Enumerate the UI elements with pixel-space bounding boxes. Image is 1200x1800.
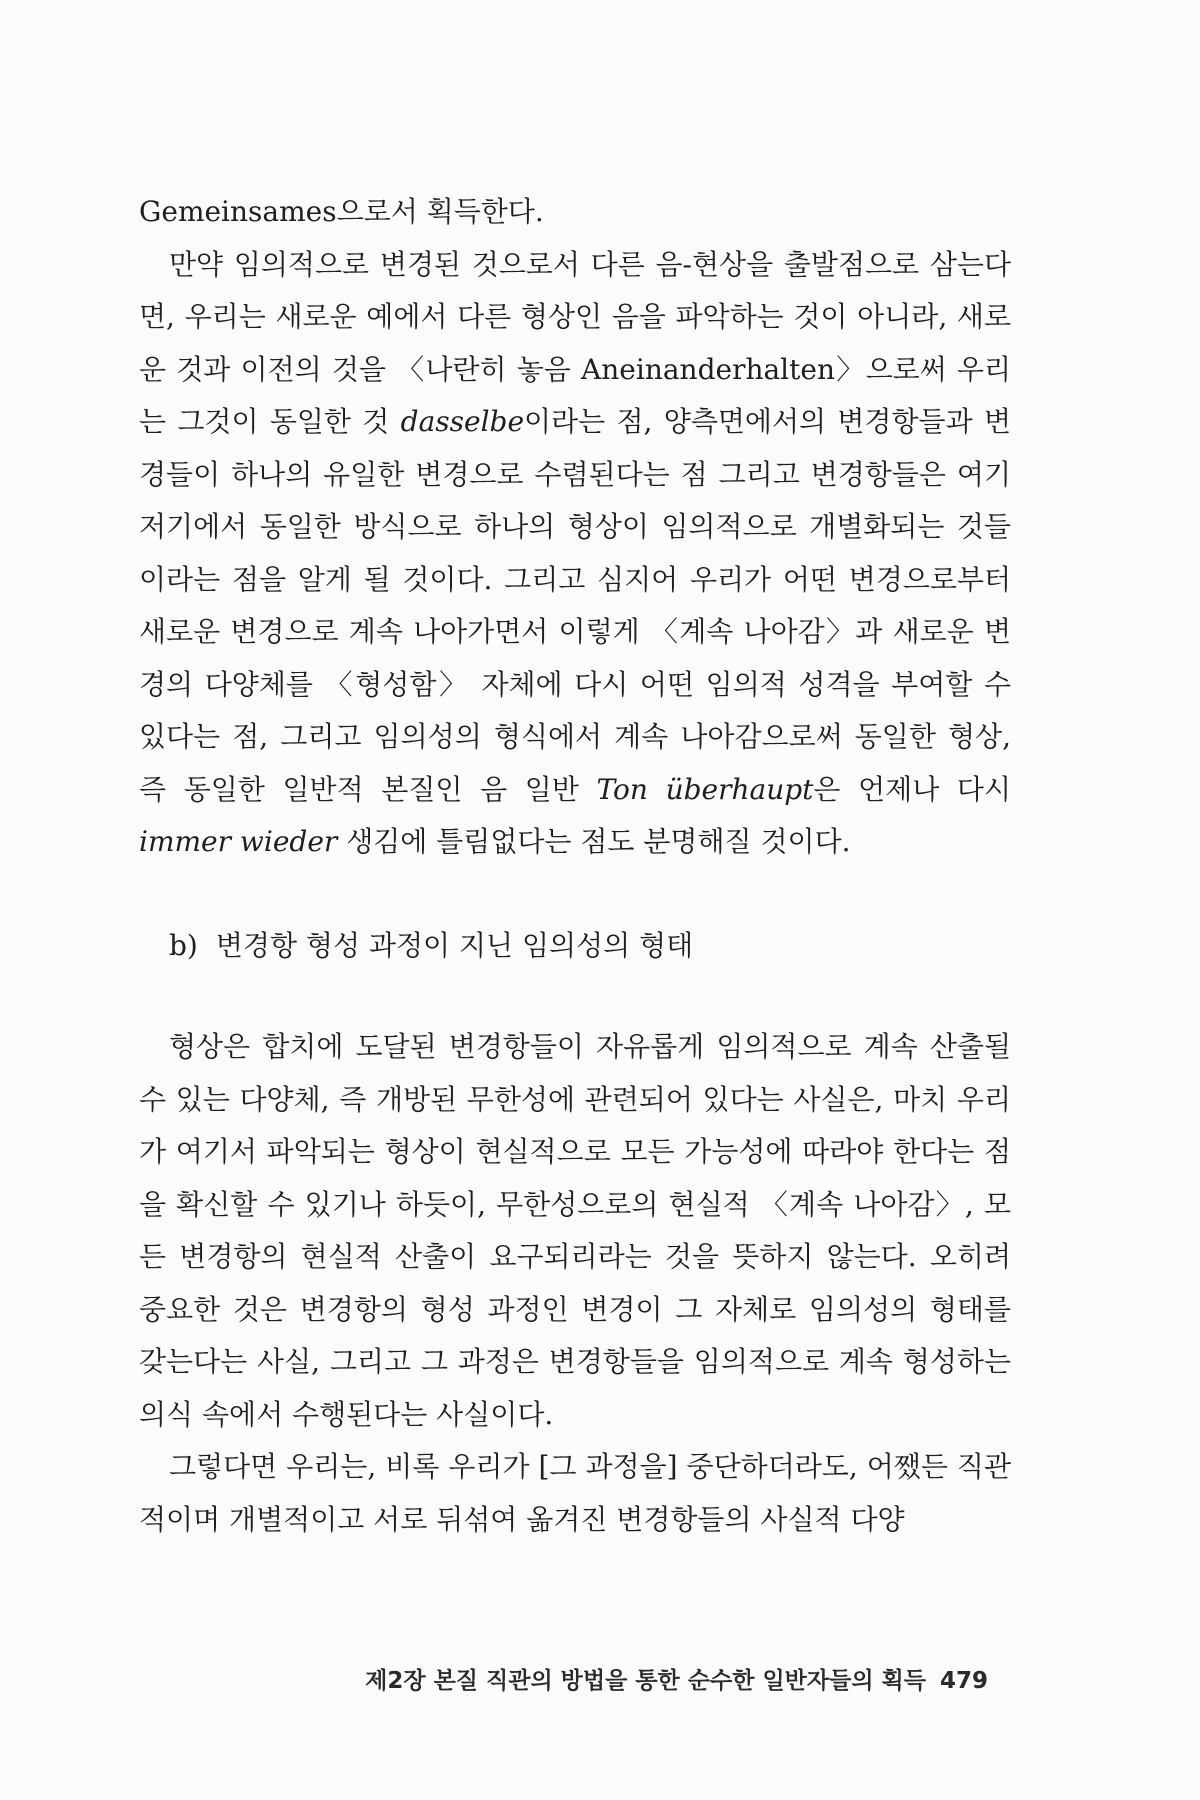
body-text-upper (139, 186, 1011, 869)
paragraph-continuation: Gemeinsames으로서 획득한다. (139, 195, 544, 228)
paragraph: 형상은 합치에 도달된 변경항들이 자유롭게 임의적으로 계속 산출될 수 있는 다양체, 즉 개방된 무한성에 관련되어 있다는 사실은, 마치 우리가 여기서 파악되는 형상이 현실적으로 모든 가능성에 따라야 한다는 점을 확신할 수 있기나 하듯이, 무한성으로의 현실적 〈계속 나아감〉, 모든 변경항의 현실적 산출이 요구되리라는 것을 뜻하지 않는다. 오히려 중요한 것은 변경항의 형성 과정인 변경이 그 자체로 임의성의 형태를 갖는다는 사실, 그리고 그 과정은 변경항들을 임의적으로 계속 형성하는 의식 속에서 수행된다는 사실이다. (139, 1030, 1011, 1431)
paragraph (139, 239, 1011, 869)
running-head: 제2장 본질 직관의 방법을 통한 순수한 일반자들의 획득 (365, 1668, 926, 1694)
section-heading (169, 926, 693, 966)
text-run: 은 언제나 다시 (813, 772, 1012, 806)
section-heading-title: 변경항 형성 과정이 지닌 임의성의 형태 (215, 929, 694, 962)
page-number: 479 (939, 1668, 988, 1694)
text-run: 이라는 점, 양측면에서의 변경항들과 변경들이 하나의 유일한 변경으로 수렴된다는 점 그리고 변경항들은 여기저기에서 동일한 방식으로 하나의 형상이 임의적으로 개별화되는 것들이라는 점을 알게 될 것이다. 그리고 심지어 우리가 어떤 변경으로부터 새로운 변경으로 계속 나아가면서 이렇게 〈계속 나아감〉과 새로운 변경의 다양체를 〈형성함〉 자체에 다시 어떤 임의적 성격을 부여할 수 있다는 점, 그리고 임의성의 형식에서 계속 나아감으로써 동일한 형상, 즉 동일한 일반적 본질인 음 일반 (139, 405, 1011, 806)
emphasis-term: immer wieder (139, 825, 338, 858)
text-run: 만약 임의적으로 변경된 것으로서 다른 음-현상을 출발점으로 삼는다면, 우리는 새로운 예에서 다른 형상인 음을 파악하는 것이 아니라, 새로운 것과 이전의 것을 〈나란히 놓음 Aneinanderhalten〉으로써 우리는 그것이 동일한 것 (139, 247, 1011, 438)
emphasis-term: dasselbe (400, 405, 525, 438)
text-run: 생김에 틀림없다는 점도 분명해질 것이다. (337, 825, 851, 858)
emphasis-term: Ton überhaupt (596, 772, 814, 806)
body-text-lower (139, 1021, 1011, 1546)
paragraph: 그렇다면 우리는, 비록 우리가 [그 과정을] 중단하더라도, 어쨌든 직관적이며 개별적이고 서로 뒤섞여 옮겨진 변경항들의 사실적 다양 (139, 1450, 1011, 1536)
section-heading-label: b) (169, 929, 198, 962)
page-footer (365, 1662, 988, 1695)
